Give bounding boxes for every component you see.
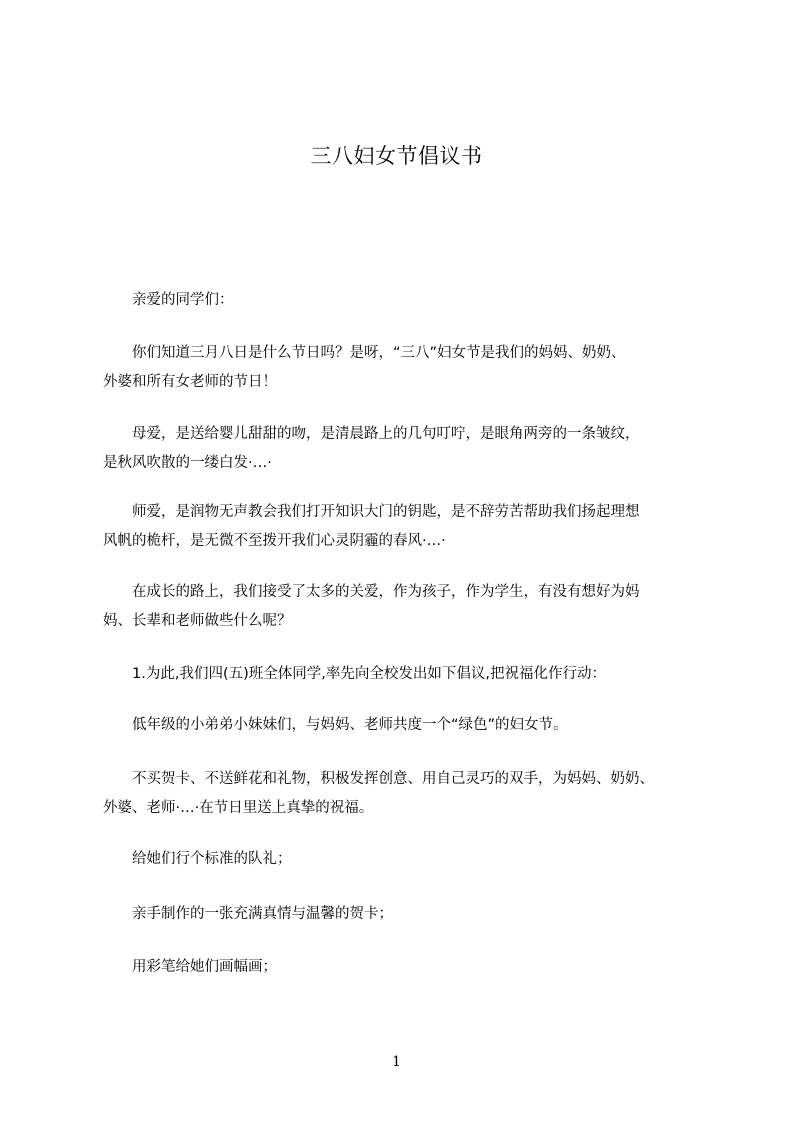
paragraph-line: 亲爱的同学们： bbox=[103, 292, 234, 308]
paragraph-line: 低年级的小弟弟小妹妹们，与妈妈、老师共度一个“绿色”的妇女节。 bbox=[103, 717, 568, 733]
paragraph-line: 是秋风吹散的一缕白发·…· bbox=[103, 455, 272, 471]
paragraph-line: 用彩笔给她们画幅画； bbox=[103, 959, 277, 975]
paragraph-line: 不买贺卡、不送鲜花和礼物，积极发挥创意、用自己灵巧的双手，为妈妈、奶奶、 bbox=[103, 771, 654, 787]
paragraph-line: 你们知道三月八日是什么节日吗？是呀，“三八”妇女节是我们的妈妈、奶奶、 bbox=[103, 345, 626, 361]
paragraph-line: 外婆、老师·…·在节日里送上真挚的祝福。 bbox=[103, 800, 374, 816]
paragraph bbox=[103, 660, 713, 689]
paragraph-line: 外婆和所有女老师的节日！ bbox=[103, 374, 277, 390]
paragraph bbox=[103, 286, 713, 315]
paragraph bbox=[103, 900, 713, 929]
paragraph bbox=[103, 765, 713, 823]
paragraph bbox=[103, 953, 713, 982]
paragraph bbox=[103, 845, 713, 874]
paragraph-line: 在成长的路上，我们接受了太多的关爱，作为孩子，作为学生，有没有想好为妈 bbox=[103, 584, 640, 600]
paragraph-line: 母爱，是送给婴儿甜甜的吻，是清晨路上的几句叮咛，是眼角两旁的一条皱纹， bbox=[103, 426, 640, 442]
paragraph-line: 风帆的桅杆，是无微不至拨开我们心灵阴霾的春风·…· bbox=[103, 533, 446, 549]
document-title: 三八妇女节倡议书 bbox=[310, 144, 483, 168]
paragraph bbox=[103, 420, 713, 478]
page-number: 1 bbox=[392, 1054, 401, 1070]
paragraph-line: 1.为此,我们四(五)班全体同学,率先向全校发出如下倡议,把祝福化作行动： bbox=[103, 666, 606, 682]
paragraph-line: 妈、长辈和老师做些什么呢？ bbox=[103, 613, 292, 629]
paragraph bbox=[103, 711, 713, 740]
paragraph bbox=[103, 578, 713, 636]
paragraph bbox=[103, 498, 713, 556]
paragraph bbox=[103, 339, 713, 397]
paragraph-line: 亲手制作的一张充满真情与温馨的贺卡； bbox=[103, 906, 393, 922]
paragraph-line: 给她们行个标准的队礼； bbox=[103, 851, 292, 867]
paragraph-line: 师爱，是润物无声教会我们打开知识大门的钥匙，是不辞劳苦帮助我们扬起理想 bbox=[103, 504, 640, 520]
